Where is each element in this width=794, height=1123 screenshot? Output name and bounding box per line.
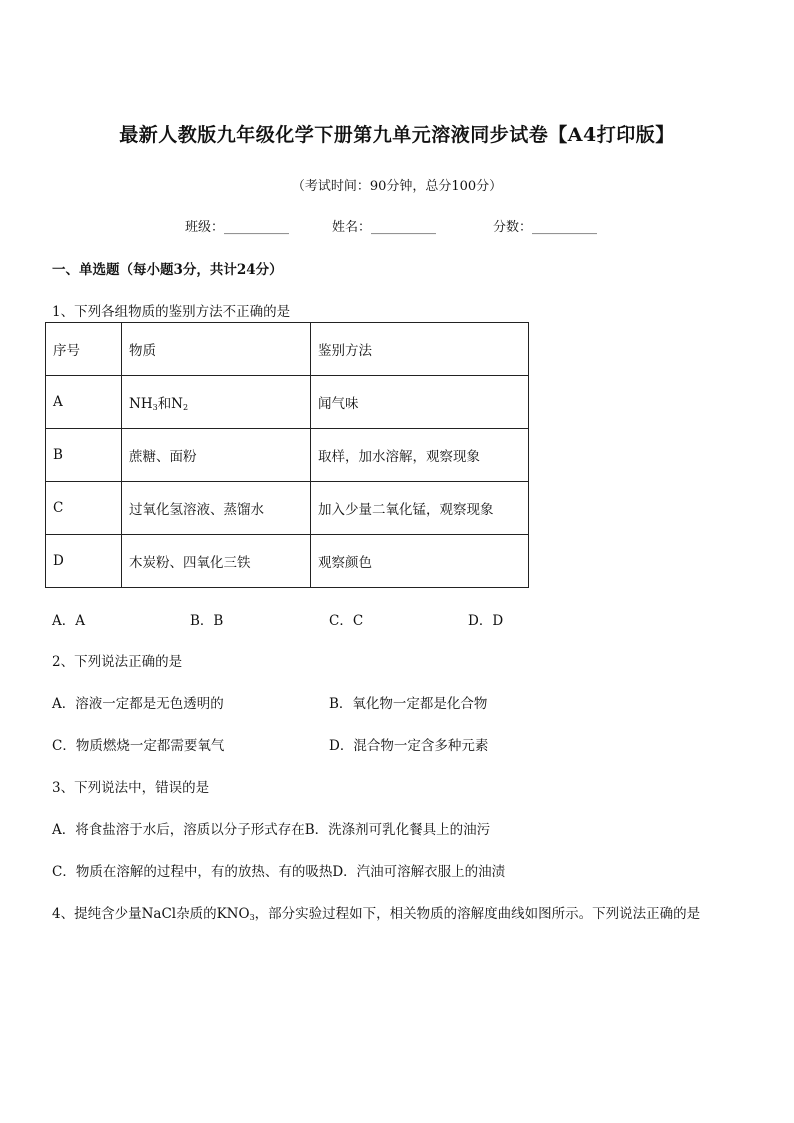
- row-id: C: [46, 482, 122, 535]
- q1-option-d: D．D: [468, 613, 504, 629]
- row-substance: $NH_3$和$N_2$: [122, 376, 311, 429]
- header-cell-substance: 物质: [122, 323, 311, 376]
- question-4-stem: 4、提纯含少量NaCl杂质的$KNO_3$，部分实验过程如下，相关物质的溶解度曲线如图所示。下列说法正确的是: [52, 906, 701, 922]
- row-method: 闻气味: [311, 376, 529, 429]
- row-method: 观察颜色: [311, 535, 529, 588]
- header-cell-method: 鉴别方法: [311, 323, 529, 376]
- row-id: A: [46, 376, 122, 429]
- question-1-table: [45, 322, 529, 588]
- name-field: 姓名：__________: [332, 220, 437, 235]
- header-cell-id: 序号: [46, 323, 122, 376]
- q2-option-c: C．物质燃烧一定都需要氧气: [52, 738, 225, 754]
- q2-option-b: B．氧化物一定都是化合物: [329, 696, 488, 712]
- question-1-stem: 1、下列各组物质的鉴别方法不正确的是: [52, 304, 291, 320]
- row-substance: 蔗糖、面粉: [122, 429, 311, 482]
- table-row: [46, 429, 529, 482]
- exam-title: 最新人教版九年级化学下册第九单元溶液同步试卷【A4打印版】: [119, 124, 675, 146]
- table-row: [46, 376, 529, 429]
- row-substance: 木炭粉、四氧化三铁: [122, 535, 311, 588]
- exam-subtitle: （考试时间：90分钟，总分100分）: [291, 179, 503, 194]
- q2-option-a: A．溶液一定都是无色透明的: [52, 696, 224, 712]
- class-field: 班级：__________: [185, 220, 290, 235]
- q1-option-a: A．A: [52, 613, 85, 629]
- score-field: 分数：__________: [493, 220, 598, 235]
- q1-option-b: B．B: [190, 613, 224, 629]
- table-header-row: [46, 323, 529, 376]
- table-row: [46, 482, 529, 535]
- row-substance: 过氧化氢溶液、蒸馏水: [122, 482, 311, 535]
- q2-option-d: D．混合物一定含多种元素: [329, 738, 489, 754]
- section-heading: 一、单选题（每小题3分，共计24分）: [52, 262, 283, 278]
- q3-options-line-1: A．将食盐溶于水后，溶质以分子形式存在B．洗涤剂可乳化餐具上的油污: [52, 822, 491, 838]
- table-row: [46, 535, 529, 588]
- row-id: B: [46, 429, 122, 482]
- question-3-stem: 3、下列说法中，错误的是: [52, 780, 210, 796]
- row-method: 取样，加水溶解，观察现象: [311, 429, 529, 482]
- q1-option-c: C．C: [329, 613, 364, 629]
- row-method: 加入少量二氧化锰，观察现象: [311, 482, 529, 535]
- question-2-stem: 2、下列说法正确的是: [52, 654, 183, 670]
- row-id: D: [46, 535, 122, 588]
- q3-options-line-2: C．物质在溶解的过程中，有的放热、有的吸热D．汽油可溶解衣服上的油渍: [52, 864, 506, 880]
